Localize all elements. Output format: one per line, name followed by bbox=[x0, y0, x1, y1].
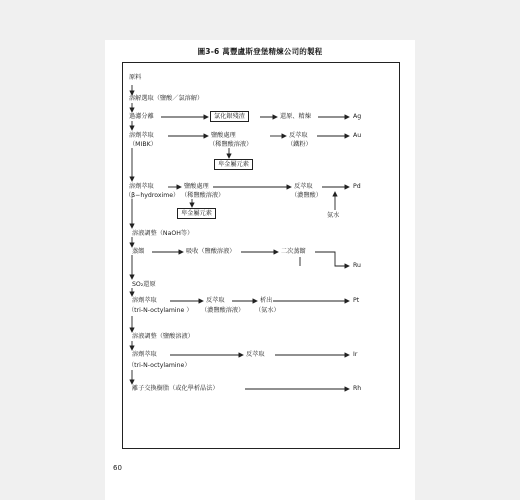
node-hcl-proc2-cond: （稀鹽酸溶液） bbox=[181, 192, 225, 199]
output-pd: Pd bbox=[353, 183, 361, 190]
node-sx2-solvent: （β−hydroxime） bbox=[125, 192, 180, 199]
flow-connectors bbox=[105, 40, 415, 500]
output-ag: Ag bbox=[353, 113, 362, 120]
node-sx4-solvent: （tri-N-octylamine） bbox=[128, 362, 191, 369]
node-base-metal-1: 卑金屬元素 bbox=[214, 159, 253, 170]
node-adjust2: 溶液調整（鹽酸溶液） bbox=[132, 333, 194, 340]
node-strip4: 反萃取 bbox=[246, 351, 265, 358]
node-strip2: 反萃取 bbox=[294, 183, 313, 190]
output-rh: Rh bbox=[353, 385, 362, 392]
node-reduce-refine: 還原、精煉 bbox=[280, 113, 311, 120]
output-au: Au bbox=[353, 132, 362, 139]
node-sx1-solvent: （MIBK） bbox=[129, 141, 157, 148]
node-hcl-proc1-cond: （稀鹽酸溶液） bbox=[209, 141, 253, 148]
node-strip3: 反萃取 bbox=[206, 297, 225, 304]
node-redistill: 二次蒸餾 bbox=[281, 248, 306, 255]
output-ir: Ir bbox=[353, 351, 358, 358]
output-ru: Ru bbox=[353, 262, 361, 269]
node-filter: 過濾分離 bbox=[129, 113, 154, 120]
node-sx3-solvent: （tri-N-octylamine ） bbox=[128, 307, 193, 314]
node-sx4: 溶劑萃取 bbox=[132, 351, 157, 358]
node-strip1-cond: （鐵粉） bbox=[287, 141, 312, 148]
node-precip: 析出 bbox=[260, 297, 273, 304]
node-strip3-cond: （濃鹽酸溶液） bbox=[201, 307, 245, 314]
node-strip2-cond: （濃鹽酸） bbox=[291, 192, 322, 199]
node-sx1: 溶劑萃取 bbox=[129, 132, 154, 139]
node-ion-exchange: 離子交換樹脂（或化學析晶法） bbox=[132, 385, 219, 392]
document-page bbox=[105, 40, 415, 500]
node-ammonia: 氨水 bbox=[327, 212, 340, 219]
node-sx2: 溶劑萃取 bbox=[129, 183, 154, 190]
node-strip1: 反萃取 bbox=[289, 132, 308, 139]
node-adjust1: 溶液調整（NaOH等） bbox=[132, 230, 194, 237]
node-distill: 蒸餾 bbox=[132, 248, 145, 255]
node-agcl: 氯化銀殘渣 bbox=[210, 111, 249, 122]
node-dissolve: 溶解選取（鹽酸／氯溶解） bbox=[129, 95, 204, 102]
node-base-metal-2: 卑金屬元素 bbox=[177, 208, 216, 219]
node-absorb: 吸收（鹽酸溶液） bbox=[186, 248, 236, 255]
node-sx3: 溶劑萃取 bbox=[132, 297, 157, 304]
output-pt: Pt bbox=[353, 297, 360, 304]
node-precip-cond: （氨水） bbox=[255, 307, 280, 314]
node-raw: 原料 bbox=[129, 74, 142, 81]
page-number: 60 bbox=[113, 464, 122, 472]
node-so2-reduction: SO₂還原 bbox=[132, 281, 156, 288]
node-hcl-proc1: 鹽酸處理 bbox=[211, 132, 236, 139]
figure-title: 圖3-6 萬豐盧斯登堡精煉公司的製程 bbox=[197, 47, 323, 56]
node-hcl-proc2: 鹽酸處理 bbox=[184, 183, 209, 190]
